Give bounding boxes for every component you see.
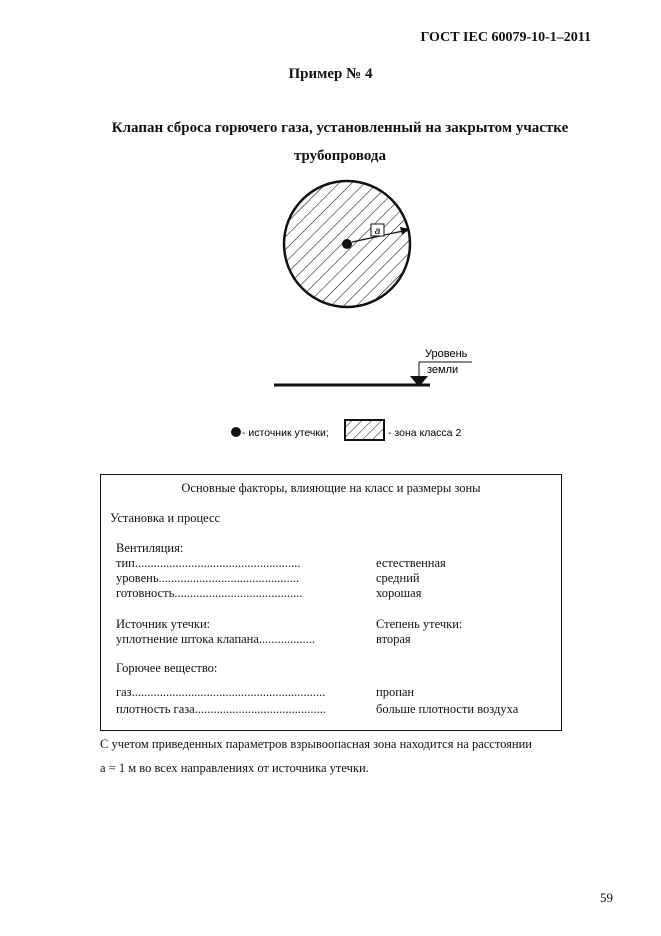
factors-header: Основные факторы, влияющие на класс и размеры зоны [181, 481, 481, 495]
release-grade-heading: Степень утечки: [376, 617, 463, 631]
gas-value: пропан [376, 685, 415, 699]
legend-zone-label: - зона класса 2 [388, 427, 462, 439]
conclusion-line-1: С учетом приведенных параметров взрывоопасная зона находится на расстоянии [100, 737, 532, 751]
legend-source-dot [231, 427, 241, 437]
legend-source-label: - источник утечки; [242, 427, 329, 439]
ventilation-heading: Вентиляция: [116, 541, 184, 555]
vent-type-label: тип..................................................... [116, 556, 301, 570]
gas-label: газ.............................................................. [116, 685, 326, 699]
density-label: плотность газа.......................................... [116, 702, 326, 716]
vent-availability-value: хорошая [376, 586, 422, 600]
figure-title-line-2: трубопровода [293, 148, 387, 164]
vent-level-value: средний [376, 571, 420, 585]
zone-diagram [0, 0, 661, 460]
document-header: ГОСТ IEC 60079-10-1–2011 [420, 30, 591, 45]
vent-type-value: естественная [376, 556, 446, 570]
flammable-heading: Горючее вещество: [116, 661, 218, 675]
legend-zone-swatch [345, 420, 384, 440]
page-number: 59 [600, 890, 613, 905]
ground-label-line-2: земли [427, 364, 459, 376]
release-source-dot [342, 239, 352, 249]
example-title: Пример № 4 [288, 66, 373, 82]
source-label: уплотнение штока клапана.................. [116, 632, 316, 646]
vent-level-label: уровень............................................. [116, 571, 300, 585]
radius-label: a [374, 226, 381, 237]
vent-availability-label: готовность......................................... [116, 586, 303, 600]
source-heading: Источник утечки: [116, 617, 211, 631]
conclusion-line-2: a = 1 м во всех направлениях от источника утечки. [100, 761, 369, 775]
factors-table [100, 474, 562, 731]
figure-title-line-1: Клапан сброса горючего газа, установленный на закрытом участке [111, 120, 569, 136]
ground-label-line-1: Уровень [425, 348, 468, 360]
installation-heading: Установка и процесс [110, 511, 221, 525]
source-value: вторая [376, 632, 411, 646]
density-value: больше плотности воздуха [376, 702, 519, 716]
